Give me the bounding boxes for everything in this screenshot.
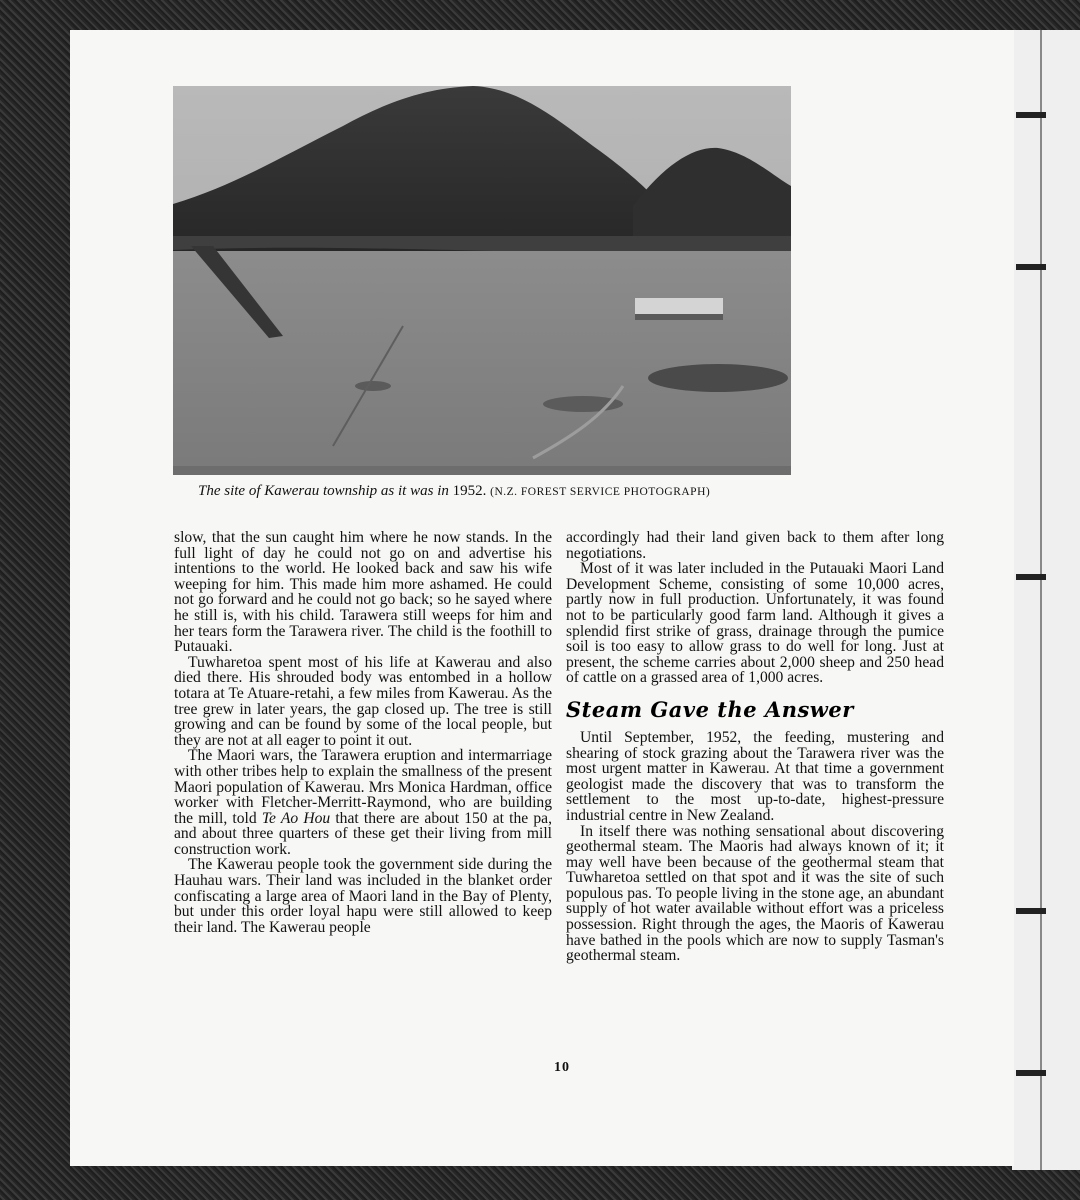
- caption-text: The site of Kawerau township as it was in: [198, 483, 449, 499]
- paragraph: slow, that the sun caught him where he now stands. In the full light of day he could not go on and advertise his intentions to the world. He looked back and saw his wife weeping for him. This made him more ashamed. He could not go forward and he could not go back; so he sayed where he still is, with his child. Tarawera still weeps for him and her tears form the Tarawera river. The child is the foothill to Putauaki.: [174, 529, 552, 656]
- paragraph: Most of it was later included in the Putauaki Maori Land Development Scheme, consisting of some 10,000 acres, partly now in full production. Unfortunately, it was found not to be particularly good farm land. Although it gives a splendid first strike of grass, drainage through the pumice soil is too easy to allow grass to do well for long. Just at present, the scheme carries about 2,000 sheep and 250 head of cattle on a grassed area of 1,000 acres.: [566, 560, 944, 687]
- caption-year: 1952.: [448, 483, 491, 499]
- binding-mark: [1016, 112, 1046, 118]
- section-heading: Steam Gave the Answer: [566, 696, 854, 722]
- page-fold-line: [1040, 30, 1042, 1170]
- paragraph: In itself there was nothing sensational about discovering geothermal steam. The Maoris had always known of it; it may well have been because of the geothermal steam that Tuwharetoa settled on that spot and it was the site of such populous pas. To people living in the stone age, an abundant supply of hot water available without effort was a priceless possession. Right through the ages, the Maoris of Kawerau have bathed in the pools which are now to supply Tasman's geothermal steam.: [566, 822, 944, 965]
- paragraph-text: The Maori wars, the Tarawera eruption and intermarriage with other tribes help to explain the smallness of the present Maori population of Kawerau. Mrs Monica Hardman, office worker with Fletcher-Merritt-Raymond, who are building the mill, told: [174, 747, 552, 827]
- left-column: [174, 530, 552, 935]
- binding-mark: [1016, 574, 1046, 580]
- paragraph: accordingly had their land given back to them after long negotiations.: [566, 529, 944, 562]
- paragraph: Until September, 1952, the feeding, mustering and shearing of stock grazing about the Tarawera river was the most urgent matter in Kawerau. At that time a government geologist made the discovery that was to transform the settlement to the most up-to-date, highest-pressure industrial centre in New Zealand.: [566, 728, 944, 824]
- photo-caption: [198, 482, 718, 501]
- facing-page-edge: [1012, 30, 1080, 1170]
- binding-mark: [1016, 908, 1046, 914]
- paragraph: [174, 748, 552, 857]
- paragraph: The Kawerau people took the government side during the Hauhau wars. Their land was included in the blanket order confiscating a large area of Maori land in the Bay of Plenty, but under this order loyal hapu were still allowed to keep their land. The Kawerau people: [174, 856, 552, 936]
- paragraph-text: that there are about 150 at the pa, and about three quarters of these get their living from mill construction work.: [174, 809, 552, 858]
- right-column: [566, 530, 944, 964]
- caption-credit: (N.Z. FOREST SERVICE PHOTOGRAPH): [490, 486, 711, 498]
- mountain-landscape-image: [173, 86, 791, 475]
- binding-mark: [1016, 1070, 1046, 1076]
- page-number: 10: [554, 1060, 570, 1075]
- magazine-page: [70, 30, 1014, 1166]
- paragraph: Tuwharetoa spent most of his life at Kawerau and also died there. His shrouded body was entombed in a hollow totara at Te Atuare-retahi, a few miles from Kawerau. As the tree grew in later years, the gap closed up. The tree is still growing and can be found by some of the local people, but they are not at all eager to point it out.: [174, 653, 552, 749]
- publication-title: Te Ao Hou: [261, 809, 331, 827]
- kawerau-photo: [173, 86, 791, 475]
- binding-mark: [1016, 264, 1046, 270]
